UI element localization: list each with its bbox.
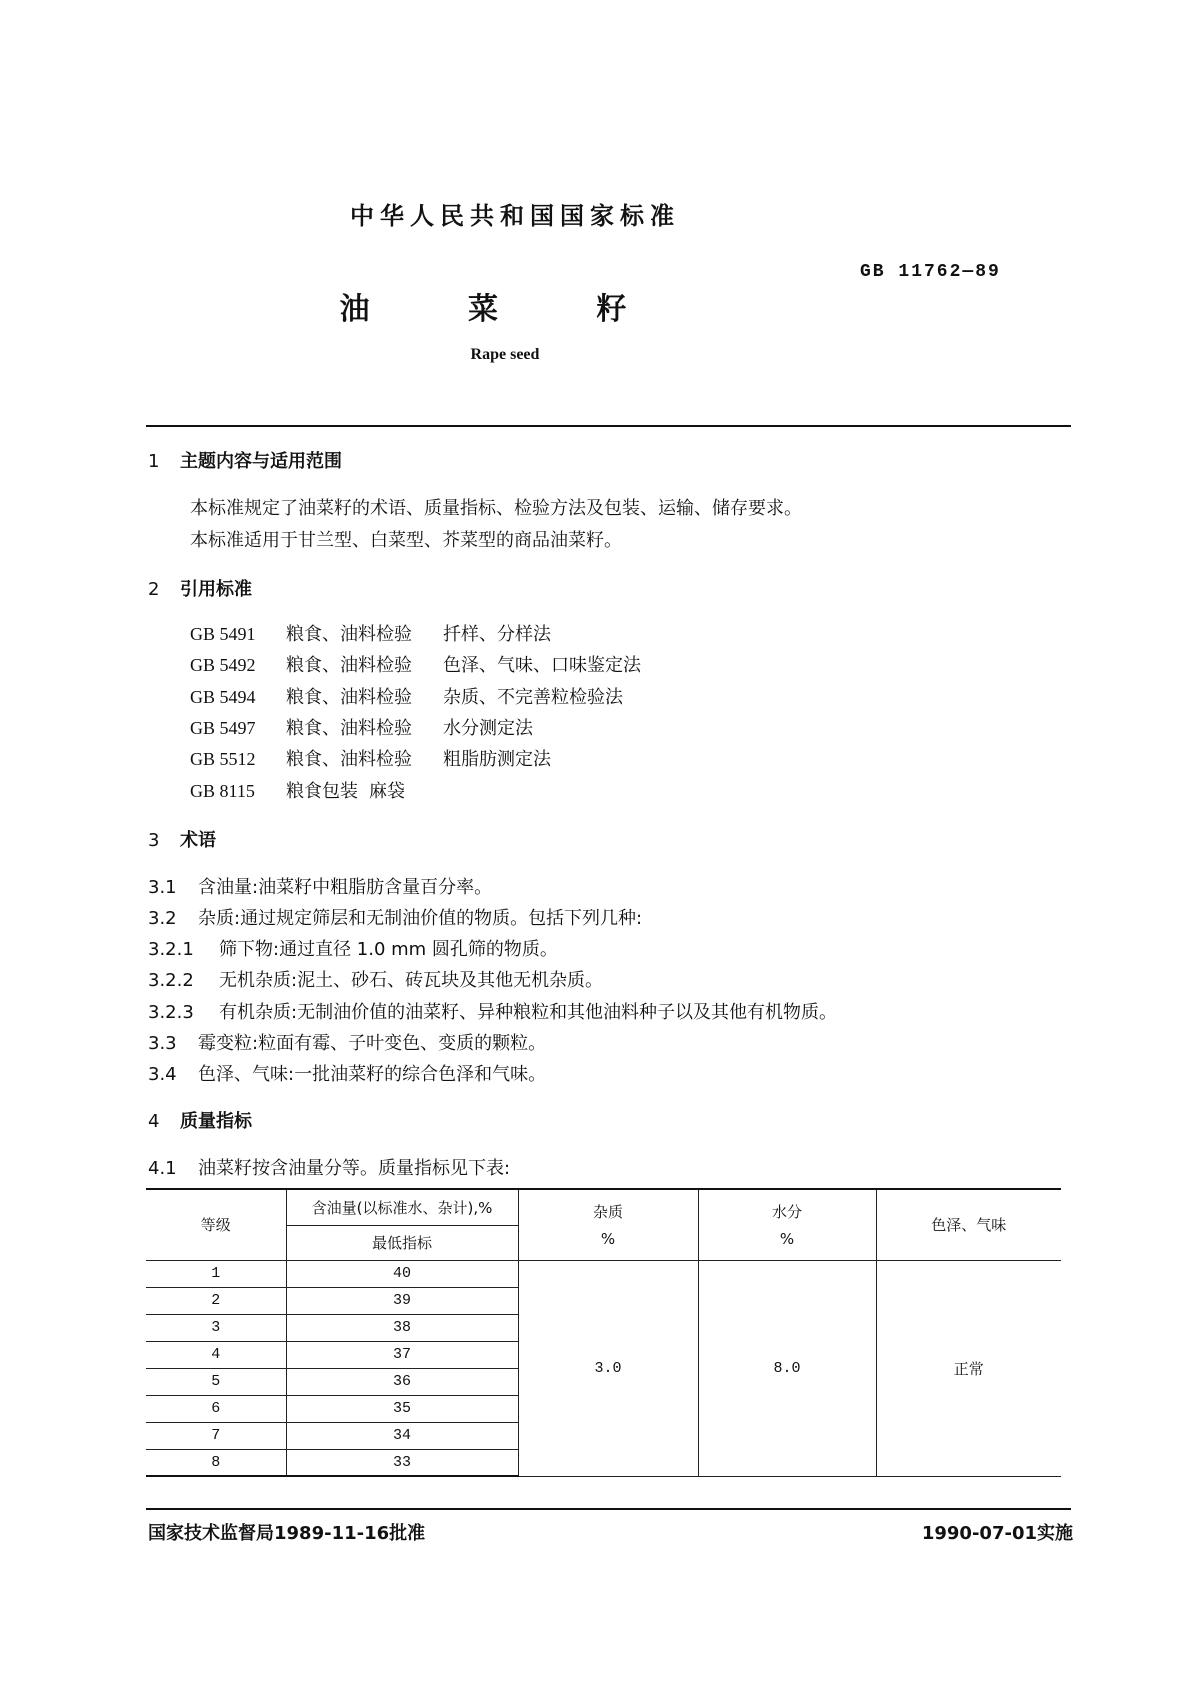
term-item [148, 904, 642, 930]
english-title: Rape seed [470, 346, 540, 363]
grade-cell: 7 [146, 1422, 286, 1449]
reference-name: 色泽、气味、口味鉴定法 [443, 655, 641, 676]
standard-number: GB 11762—89 [860, 262, 1001, 282]
color-odor-value: 正常 [876, 1260, 1061, 1476]
term-number: 3.2.2 [148, 970, 194, 991]
page-title: 油 菜 籽 [339, 292, 671, 327]
section-title: 质量指标 [180, 1111, 252, 1132]
term-text: 油菜籽按含油量分等。质量指标见下表: [198, 1158, 511, 1179]
reference-code: GB 5497 [190, 718, 256, 738]
reference-code: GB 5494 [190, 687, 256, 707]
impurity-value: 3.0 [518, 1260, 698, 1476]
term-number: 3.4 [148, 1064, 177, 1085]
reference-code: GB 5512 [190, 749, 256, 769]
effective-date: 1990-07-01实施 [921, 1523, 1073, 1544]
reference-name: 扦样、分样法 [443, 624, 551, 645]
section-title: 术语 [180, 830, 216, 851]
grade-cell: 6 [146, 1395, 286, 1422]
term-item [148, 1060, 546, 1086]
section-number: 3 [148, 830, 160, 851]
reference-code: GB 8115 [190, 781, 255, 801]
term-text: 杂质:通过规定筛层和无制油价值的物质。包括下列几种: [198, 908, 643, 929]
reference-name: 粗脂肪测定法 [443, 749, 551, 770]
oil-cell: 39 [286, 1287, 518, 1314]
term-text: 含油量:油菜籽中粗脂肪含量百分率。 [198, 877, 493, 898]
term-item [148, 1029, 546, 1055]
term-text: 霉变粒:粒面有霉、子叶变色、变质的颗粒。 [198, 1033, 547, 1054]
header-grade: 等级 [146, 1189, 286, 1260]
reference-code: GB 5491 [190, 624, 256, 644]
grade-cell: 8 [146, 1449, 286, 1476]
reference-category: 粮食包装 [286, 781, 358, 802]
reference-name: 水分测定法 [443, 718, 533, 739]
term-text: 色泽、气味:一批油菜籽的综合色泽和气味。 [198, 1064, 547, 1085]
section-number: 4 [148, 1111, 160, 1132]
reference-category: 粮食、油料检验 [286, 718, 412, 739]
header-impurity [518, 1189, 698, 1260]
header-oil-min: 最低指标 [286, 1225, 518, 1260]
table-intro [148, 1154, 510, 1180]
reference-item [190, 745, 551, 771]
header-moisture [698, 1189, 876, 1260]
reference-name: 杂质、不完善粒检验法 [443, 687, 623, 708]
section-number: 1 [148, 451, 160, 472]
moisture-value: 8.0 [698, 1260, 876, 1476]
grade-cell: 5 [146, 1368, 286, 1395]
section-title: 主题内容与适用范围 [180, 451, 342, 472]
term-number: 3.3 [148, 1033, 177, 1054]
term-number: 3.2 [148, 908, 177, 929]
oil-cell: 35 [286, 1395, 518, 1422]
oil-cell: 36 [286, 1368, 518, 1395]
term-number: 3.1 [148, 877, 177, 898]
term-item [148, 998, 837, 1024]
header-oil-content: 含油量(以标准水、杂计),% [286, 1189, 518, 1225]
oil-cell: 40 [286, 1260, 518, 1287]
reference-code: GB 5492 [190, 655, 256, 675]
header-moisture-unit: % [779, 1230, 795, 1249]
term-item [148, 873, 492, 899]
term-text: 筛下物:通过直径 1.0 mm 圆孔筛的物质。 [219, 939, 558, 960]
grade-cell: 2 [146, 1287, 286, 1314]
national-standard-heading: 中华人民共和国国家标准 [350, 202, 680, 230]
footer-divider [146, 1508, 1071, 1510]
section-title: 引用标准 [180, 579, 252, 600]
reference-item [190, 777, 405, 803]
reference-name: 麻袋 [369, 781, 405, 802]
reference-item [190, 620, 551, 646]
reference-category: 粮食、油料检验 [286, 655, 412, 676]
reference-category: 粮食、油料检验 [286, 687, 412, 708]
header-moisture-label: 水分 [771, 1203, 802, 1222]
oil-cell: 37 [286, 1341, 518, 1368]
reference-category: 粮食、油料检验 [286, 749, 412, 770]
term-text: 有机杂质:无制油价值的油菜籽、异种粮粒和其他油料种子以及其他有机物质。 [219, 1002, 838, 1023]
section-3-heading [148, 826, 216, 852]
term-number: 3.2.3 [148, 1002, 194, 1023]
oil-cell: 34 [286, 1422, 518, 1449]
oil-cell: 38 [286, 1314, 518, 1341]
section-1-paragraph-1: 本标准规定了油菜籽的术语、质量指标、检验方法及包装、运输、储存要求。 [190, 498, 802, 519]
grade-cell: 1 [146, 1260, 286, 1287]
quality-table [146, 1188, 1061, 1477]
header-divider [146, 425, 1071, 427]
section-number: 2 [148, 579, 160, 600]
reference-item [190, 651, 641, 677]
reference-item [190, 683, 623, 709]
section-1-paragraph-2: 本标准适用于甘兰型、白菜型、芥菜型的商品油菜籽。 [190, 530, 622, 551]
oil-cell: 33 [286, 1449, 518, 1476]
grade-cell: 3 [146, 1314, 286, 1341]
section-4-heading [148, 1107, 252, 1133]
table-row [146, 1260, 1061, 1287]
header-impurity-label: 杂质 [592, 1203, 623, 1222]
term-text: 无机杂质:泥土、砂石、砖瓦块及其他无机杂质。 [219, 970, 604, 991]
term-item [148, 966, 603, 992]
term-number: 3.2.1 [148, 939, 194, 960]
term-item [148, 935, 558, 961]
reference-category: 粮食、油料检验 [286, 624, 412, 645]
header-color-odor: 色泽、气味 [876, 1189, 1061, 1260]
section-2-heading [148, 575, 252, 601]
header-impurity-unit: % [600, 1230, 616, 1249]
grade-cell: 4 [146, 1341, 286, 1368]
section-1-heading [148, 447, 342, 473]
approval-date: 国家技术监督局1989-11-16批准 [148, 1523, 426, 1544]
reference-item [190, 714, 533, 740]
term-number: 4.1 [148, 1158, 177, 1179]
